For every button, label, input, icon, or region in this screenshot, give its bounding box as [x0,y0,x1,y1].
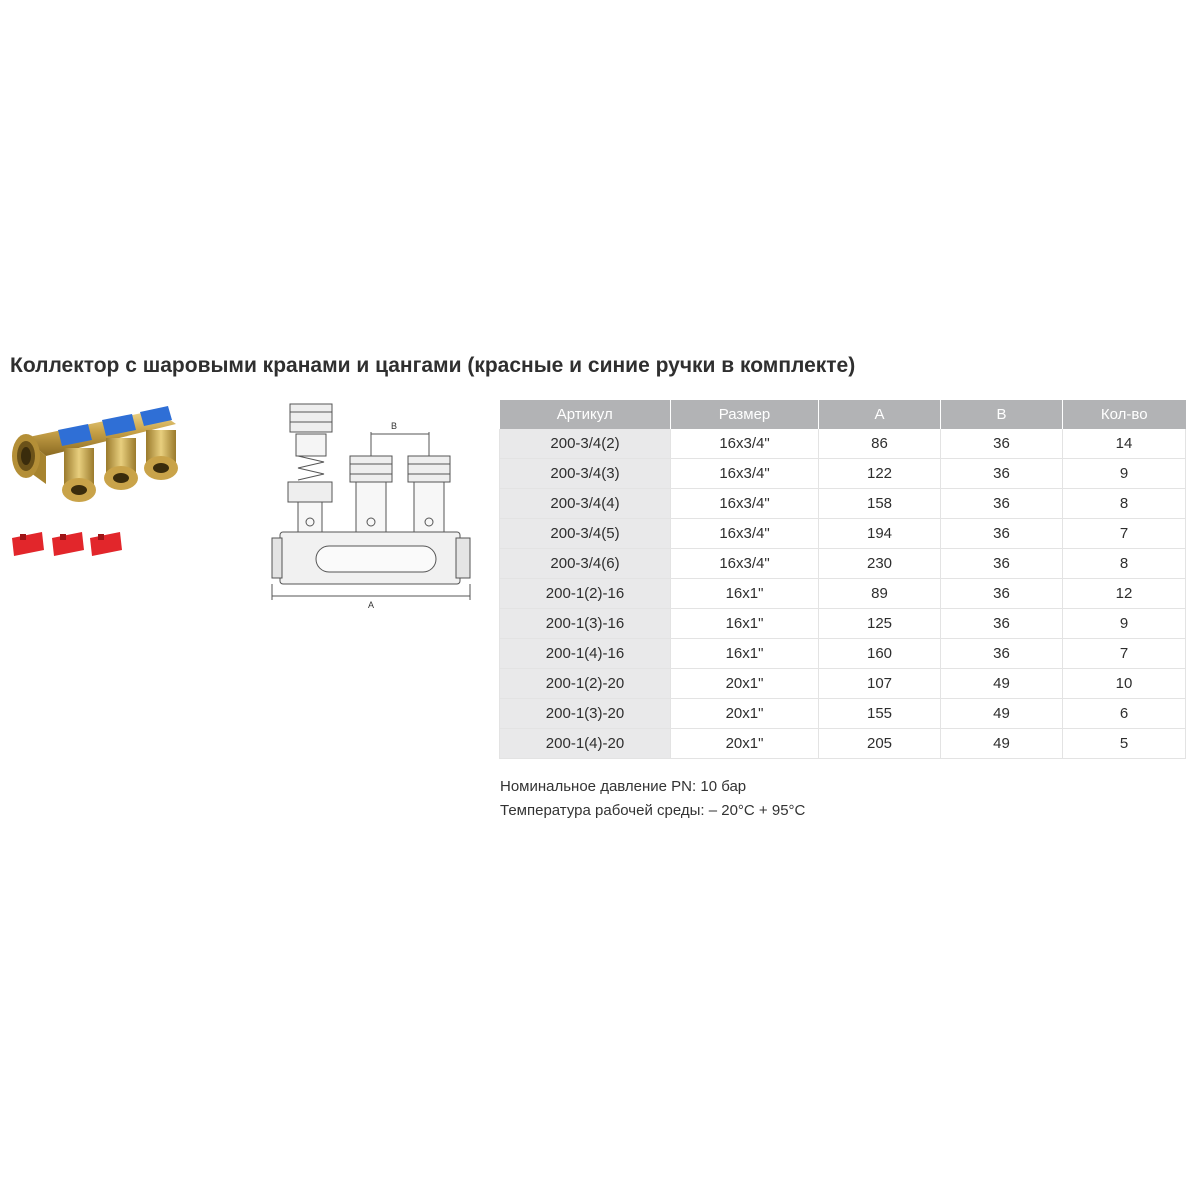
cell-qty: 7 [1063,639,1186,669]
cell-qty: 9 [1063,459,1186,489]
cell-a: 122 [819,459,941,489]
cell-a: 89 [819,579,941,609]
specs-table [499,400,1186,759]
cell-b: 49 [941,669,1063,699]
cell-b: 36 [941,459,1063,489]
dimension-b-label: B [391,421,398,431]
cell-article: 200-1(4)-20 [500,729,671,759]
table-row [500,489,1186,519]
cell-b: 36 [941,519,1063,549]
cell-article: 200-3/4(4) [500,489,671,519]
table-row [500,609,1186,639]
cell-a: 86 [819,429,941,459]
cell-b: 36 [941,429,1063,459]
red-handle-icon [12,532,122,556]
cell-a: 230 [819,549,941,579]
cell-qty: 10 [1063,669,1186,699]
drawing-outlet [408,456,450,532]
cell-qty: 5 [1063,729,1186,759]
table-row [500,669,1186,699]
cell-a: 158 [819,489,941,519]
cell-b: 36 [941,549,1063,579]
table-row [500,519,1186,549]
temperature-note: Температура рабочей среды: – 20°C + 95°C [500,802,806,819]
header-b: B [941,400,1063,429]
cell-qty: 8 [1063,549,1186,579]
cell-size: 16x3/4" [671,549,819,579]
dimension-a-label: A [368,600,375,610]
cell-article: 200-1(2)-16 [500,579,671,609]
drawing-outlet [350,456,392,532]
cell-size: 16x3/4" [671,429,819,459]
dimension-b [371,432,429,456]
cell-article: 200-1(3)-20 [500,699,671,729]
cell-a: 107 [819,669,941,699]
cell-size: 20x1" [671,729,819,759]
table-row [500,429,1186,459]
table-row [500,549,1186,579]
cell-a: 125 [819,609,941,639]
table-row [500,579,1186,609]
cell-size: 20x1" [671,669,819,699]
table-row [500,699,1186,729]
cell-qty: 8 [1063,489,1186,519]
table-row [500,729,1186,759]
cell-a: 205 [819,729,941,759]
cell-qty: 6 [1063,699,1186,729]
cell-a: 155 [819,699,941,729]
cell-size: 20x1" [671,699,819,729]
cell-article: 200-3/4(3) [500,459,671,489]
technical-drawing [268,398,478,616]
cell-article: 200-3/4(6) [500,549,671,579]
cell-b: 49 [941,699,1063,729]
cell-a: 194 [819,519,941,549]
thread-fitting-icon [12,434,40,478]
header-qty: Кол-во [1063,400,1186,429]
dimension-a [272,584,470,600]
page-title: Коллектор с шаровыми кранами и цангами (красные и синие ручки в комплекте) [10,354,856,377]
cell-size: 16x3/4" [671,459,819,489]
cell-article: 200-1(3)-16 [500,609,671,639]
table-header-row [500,400,1186,429]
header-size: Размер [671,400,819,429]
cell-article: 200-3/4(5) [500,519,671,549]
table-row [500,459,1186,489]
cell-qty: 9 [1063,609,1186,639]
cell-article: 200-1(2)-20 [500,669,671,699]
cell-qty: 14 [1063,429,1186,459]
cell-qty: 12 [1063,579,1186,609]
cell-a: 160 [819,639,941,669]
cell-b: 36 [941,489,1063,519]
cell-article: 200-3/4(2) [500,429,671,459]
cell-article: 200-1(4)-16 [500,639,671,669]
cell-qty: 7 [1063,519,1186,549]
cell-b: 36 [941,579,1063,609]
cell-b: 36 [941,639,1063,669]
cell-size: 16x3/4" [671,489,819,519]
cell-b: 49 [941,729,1063,759]
cell-size: 16x1" [671,639,819,669]
cell-size: 16x1" [671,579,819,609]
header-a: A [819,400,941,429]
header-article: Артикул [500,400,671,429]
pressure-note: Номинальное давление PN: 10 бар [500,778,747,795]
drawing-outlet-exploded [288,404,332,532]
table-row [500,639,1186,669]
cell-size: 16x1" [671,609,819,639]
cell-b: 36 [941,609,1063,639]
product-photo [6,398,198,578]
cell-size: 16x3/4" [671,519,819,549]
